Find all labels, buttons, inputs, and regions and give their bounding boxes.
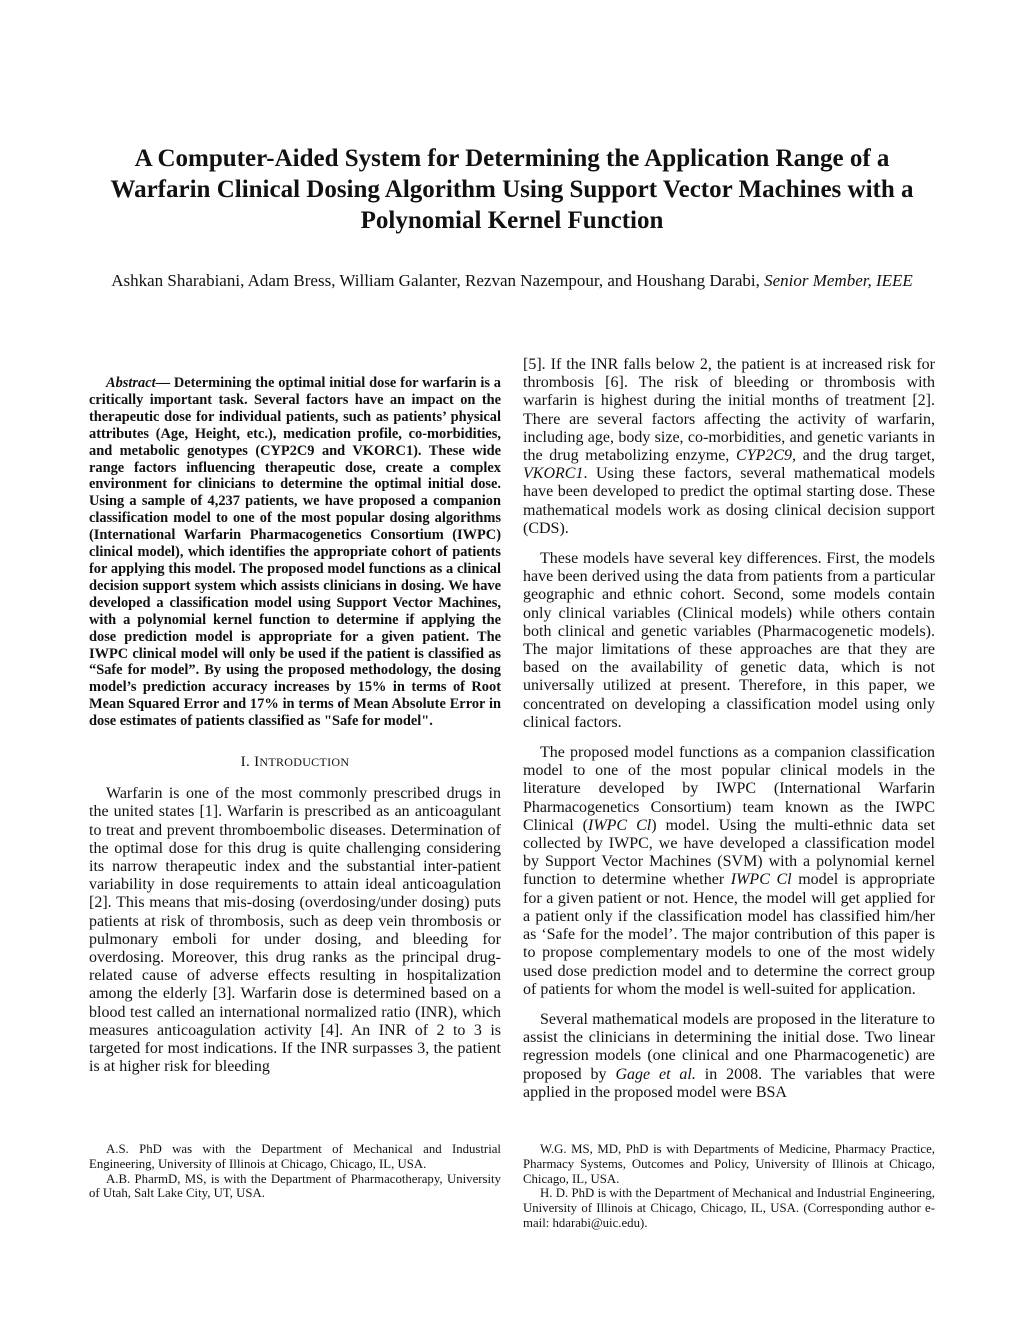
section-title-rest: NTRODUCTION <box>259 755 350 770</box>
footnotes-left <box>89 1142 501 1201</box>
abbr-iwpc-cl-2: IWPC Cl <box>730 871 792 889</box>
rp3-text-b: ) model. Using the multi-ethnic data set collected by IWPC, we have developed a classification model by Support Vector Machines (SVM) with a polynomial kernel function to determine whether <box>523 816 936 889</box>
rp1-text-b: and the drug target, <box>796 447 936 465</box>
footnote: A.S. PhD was with the Department of Mechanical and Industrial Engineering, University of Illinois at Chicago, Chicago, IL, USA. <box>89 1142 501 1171</box>
abstract-label: Abstract <box>106 375 156 391</box>
section-initial: I <box>254 754 260 771</box>
intro-paragraph-1: Warfarin is one of the most commonly prescribed drugs in the united states [1]. Warfarin is prescribed as an anticoagulant to treat and prevent thromboembolic diseases. Determination of the optimal dose for this drug is quite challenging considering its narrow therapeutic index and the substantial inter-patient variability in dose requirements to attain ideal anticoagulation [2]. This means that mis-dosing (overdosing/under dosing) puts patients at risk of thrombosis, such as deep vein thrombosis or pulmonary emboli for under dosing, and bleeding for overdosing. Moreover, this drug ranks as the principal drug-related cause of adverse effects resulting in hospitalization among the elderly [3]. Warfarin dose is determined based on a blood test called an international normalized ratio (INR), which measures anticoagulation activity [4]. An INR of 2 to 3 is targeted for most indications. If the INR surpasses 3, the patient is at higher risk for bleeding <box>89 785 501 1076</box>
footnote: W.G. MS, MD, PhD is with Departments of Medicine, Pharmacy Practice, Pharmacy Systems, Outcomes and Policy, University of Illinois at Chicago, Chicago, IL, USA. <box>523 1142 935 1186</box>
author-names: Ashkan Sharabiani, Adam Bress, William Galanter, Rezvan Nazempour, and Houshang Darabi, <box>111 271 760 290</box>
rp1-text-a: [5]. If the INR falls below 2, the patient is at increased risk for thrombosis [6]. The risk of bleeding or thrombosis with warfarin is highest during the initial months of treatment [2]. There are several factors affecting the activity of warfarin, including age, body size, co-morbidities, and genetic variants in the drug metabolizing enzyme, <box>523 356 935 465</box>
abstract-dash: — <box>155 375 174 391</box>
gene-cyp2c9: CYP2C9, <box>736 447 797 465</box>
rp3-text-c: model is appropriate for a given patient or not. Hence, the model will get applied for a patient only if the classification model has classified him/her as ‘Safe for the model’. The major contribution of this paper is to propose complementary models to one of the most widely used dose prediction model and to determine the correct group of patients for whom the model is well-suited for application. <box>523 871 935 998</box>
right-paragraph-3 <box>523 744 935 999</box>
abstract <box>89 375 501 730</box>
citation-gage: Gage et al. <box>615 1065 696 1083</box>
abstract-text: Determining the optimal initial dose for warfarin is a critically important task. Several factors have an impact on the therapeutic dose for individual patients, such as patients’ physical attributes (Age, Height, etc.), medication profile, co-morbidities, and metabolic genotypes (CYP2C9 and VKORC1). These wide range factors influencing therapeutic dose, create a complex environment for clinicians to determine the optimal initial dose. Using a sample of 4,237 patients, we have proposed a companion classification model to one of the most popular dosing algorithms (International Warfarin Pharmacogenetics Consortium (IWPC) clinical model), which identifies the appropriate cohort of patients for applying this model. The proposed model functions as a clinical decision support system which assists clinicians in dosing. We have developed a classification model using Support Vector Machines, with a polynomial kernel function to determine if applying the dose prediction model is appropriate for a given patient. The IWPC clinical model will only be used if the patient is classified as “Safe for model”. By using the proposed methodology, the dosing model’s prediction accuracy increases by 15% in terms of Root Mean Squared Error and 17% in terms of Mean Absolute Error in dose estimates of patients classified as "Safe for model". <box>89 375 501 730</box>
footnote: H. D. PhD is with the Department of Mechanical and Industrial Engineering, University of Illinois at Chicago, Chicago, IL, USA. (Corresponding author e-mail: hdarabi@uic.edu). <box>523 1186 935 1230</box>
right-paragraph-4 <box>523 1011 935 1102</box>
rp4-text-b: in 2008. The variables that were applied in the proposed model were BSA <box>523 1065 936 1101</box>
footnotes-right <box>523 1142 935 1231</box>
rp1-text-c: . Using these factors, several mathematical models have been developed to predict the optimal starting dose. These mathematical models work as dosing clinical decision support (CDS). <box>523 465 935 537</box>
rp4-text-a: Several mathematical models are proposed in the literature to assist the clinicians in determining the initial dose. Two linear regression models (one clinical and one Pharmacogenetic) are proposed by <box>523 1010 935 1083</box>
author-list <box>110 270 914 292</box>
left-column <box>89 375 501 1088</box>
abbr-iwpc-cl-1: IWPC Cl <box>588 816 652 834</box>
gene-vkorc1: VKORC1 <box>523 465 584 483</box>
right-paragraph-2: These models have several key differences. First, the models have been derived using the data from patients from a particular geographic and ethnic cohort. Second, some models contain only clinical variables (Clinical models) while others contain both clinical and genetic variables (Pharmacogenetic models). The major limitations of these approaches are that they are based on the availability of genetic data, which is not universally utilized at present. Therefore, in this paper, we concentrated on developing a classification model using only clinical factors. <box>523 550 935 731</box>
rp3-text-a: The proposed model functions as a companion classification model to one of the most popular clinical models in the literature developed by IWPC (International Warfarin Pharmacogenetics Consortium) team known as the IWPC Clinical ( <box>523 744 935 834</box>
right-column <box>523 356 935 1114</box>
section-number: I. <box>240 754 251 771</box>
paper-title: A Computer-Aided System for Determining the Application Range of a Warfarin Clinical Dosing Algorithm Using Support Vector Machines with a Polynomial Kernel Function <box>110 145 914 234</box>
right-paragraph-1 <box>523 356 935 538</box>
author-affiliation: Senior Member, IEEE <box>764 271 913 290</box>
footnote: A.B. PharmD, MS, is with the Department of Pharmacotherapy, University of Utah, Salt Lake City, UT, USA. <box>89 1171 501 1201</box>
section-heading-introduction <box>89 753 501 771</box>
